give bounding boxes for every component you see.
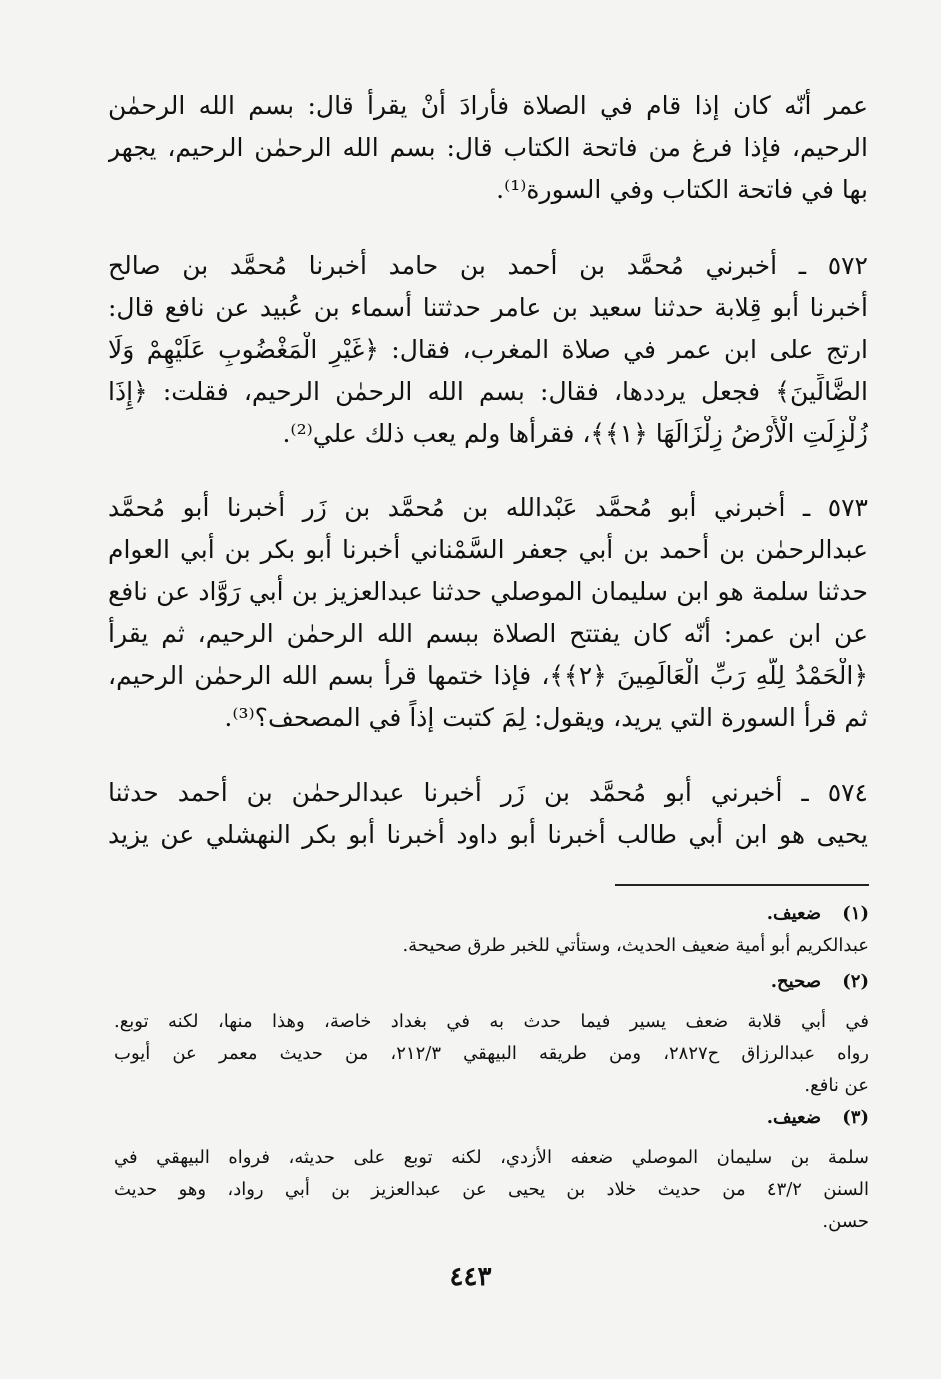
footnote-number: (١) [842, 903, 869, 924]
text-line: ﴿الْحَمْدُ لِلَّهِ رَبِّ الْعَالَمِينَ ﴿٢﴾﴾، فإذا ختمها قرأ بسم الله الرحمٰن الرحيم، [108, 661, 868, 690]
footnote-3-header [114, 1104, 869, 1131]
hadith-572-line: ٥٧٢ ـ أخبرني مُحمَّد بن أحمد بن حامد أخبرنا مُحمَّد بن صالح [108, 251, 868, 280]
text-line: ارتج على ابن عمر في صلاة المغرب، فقال: ﴿غَيْرِ الْمَغْضُوبِ عَلَيْهِمْ وَلَا [108, 335, 868, 364]
footnote-line: عبدالكريم أبو أمية ضعيف الحديث، وستأتي للخبر طرق صحيحة. [402, 935, 869, 956]
footnote-number: (٣) [842, 1107, 869, 1128]
text-line: ثم قرأ السورة التي يريد، ويقول: لِمَ كتبت إذاً في المصحف؟⁽³⁾. [224, 703, 868, 732]
page-number: ٤٤٣ [449, 1262, 492, 1292]
footnote-grade: صحيح. [770, 971, 821, 992]
text-line: أَخبرنا أبو قِلابة حدثنا سعيد بن عامر حدثتنا أسماء بن عُبيد عن نافع قال: [108, 293, 868, 322]
text-line: الرحيم، فإذا فرغ من فاتحة الكتاب قال: بسم الله الرحمٰن الرحيم، يجهر [108, 133, 868, 162]
text-line: عمر أنّه كان إذا قام في الصلاة فأرادَ أنْ يقرأ قال: بسم الله الرحمٰن [108, 91, 868, 120]
hadith-573-line: ٥٧٣ ـ أخبرني أبو مُحمَّد عَبْدالله بن مُحمَّد بن زَر أخبرنا أبو مُحمَّد [108, 493, 868, 522]
footnote-number: (٢) [842, 971, 869, 992]
text-line: عبدالرحمٰن بن أحمد بن أبي جعفر السَّمْناني أخبرنا أبو بكر بن أبي العوام [108, 535, 868, 564]
footnote-line: السنن ٤٣/٢ من حديث خلاد بن يحيى عن عبدالعزيز بن أبي رواد، وهو حديث [114, 1179, 869, 1200]
text-line: حدثنا سلمة هو ابن سليمان الموصلي حدثنا عبدالعزيز بن أبي رَوَّاد عن نافع [108, 577, 868, 606]
footnote-line: حسن. [822, 1211, 869, 1232]
text-line: بها في فاتحة الكتاب وفي السورة⁽¹⁾. [496, 175, 868, 204]
footnote-separator [615, 884, 869, 886]
footnote-1-header [114, 900, 869, 927]
text-line: الضَّالِّينَ﴾ فجعل يرددها، فقال: بسم الله الرحمٰن الرحيم، فقلت: ﴿إِذَا [108, 377, 868, 406]
text-line: يحيى هو ابن أبي طالب أَخبرنا أبو داود أخبرنا أبو بكر النهشلي عن يزيد [108, 820, 868, 849]
text-line: عن ابن عمر: أنّه كان يفتتح الصلاة ببسم الله الرحمٰن الرحيم، ثم يقرأ [108, 619, 868, 648]
text-line: زُلْزِلَتِ الْأَرْضُ زِلْزَالَهَا ﴿١﴾﴾، فقرأها ولم يعب ذلك علي⁽²⁾. [282, 419, 868, 448]
footnote-grade: ضعيف. [766, 903, 821, 924]
hadith-574-line: ٥٧٤ ـ أخبرني أبو مُحمَّد بن زَر أخبرنا عبدالرحمٰن بن أحمد حدثنا [108, 778, 868, 807]
footnote-line: سلمة بن سليمان الموصلي ضعفه الأزدي، لكنه توبع على حديثه، فرواه البيهقي في [114, 1147, 869, 1168]
footnote-line: عن نافع. [804, 1075, 869, 1096]
footnote-2-header [114, 968, 869, 995]
footnote-line: رواه عبدالرزاق ح٢٨٢٧، ومن طريقه البيهقي ٢١٢/٣، من حديث معمر عن أيوب [114, 1043, 869, 1064]
footnote-line: في أبي قلابة ضعف يسير فيما حدث به في بغداد خاصة، وهذا منها، لكنه توبع. [114, 1011, 869, 1032]
footnote-grade: ضعيف. [766, 1107, 821, 1128]
